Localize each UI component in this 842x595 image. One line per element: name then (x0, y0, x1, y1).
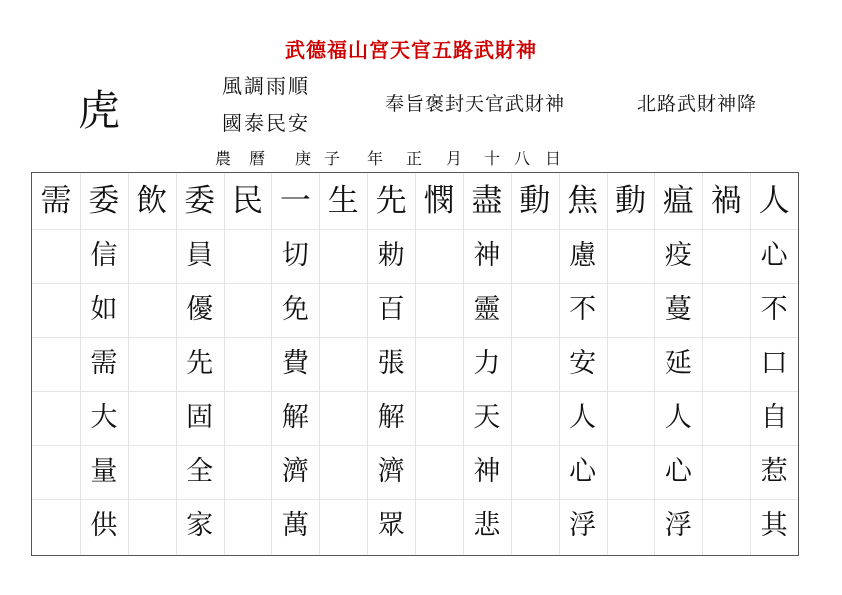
grid-char: 濟 (281, 456, 309, 487)
date-char: 日 (545, 149, 562, 168)
grid-char: 其 (760, 510, 788, 541)
grid-char: 費 (281, 348, 309, 379)
date-char: 農 (215, 149, 232, 168)
grid-char: 安 (569, 348, 597, 379)
grid-char: 如 (90, 294, 118, 325)
grid-char: 優 (186, 294, 214, 325)
column-head-char: 禍 (710, 183, 742, 219)
grid-char: 浮 (569, 510, 597, 541)
grid-char: 切 (281, 240, 309, 271)
grid-char: 需 (90, 348, 118, 379)
grid-char: 解 (377, 402, 405, 433)
grid-char: 心 (569, 456, 597, 487)
column-head-char: 動 (615, 183, 646, 219)
grid-char: 慮 (569, 240, 597, 271)
date-char: 曆 (249, 149, 266, 168)
imperial-decree-text: 奉旨褒封天官武財神 (385, 93, 566, 115)
grid-char: 不 (760, 294, 788, 325)
column-head-char: 動 (519, 183, 551, 219)
date-char: 庚 (295, 149, 312, 168)
grid-char: 人 (569, 402, 597, 433)
date-char: 正 (406, 149, 423, 168)
grid-char: 信 (90, 240, 118, 271)
grid-char: 勅 (377, 240, 405, 271)
grid-char: 濟 (377, 456, 405, 487)
grid-char: 心 (760, 240, 788, 271)
column-head-char: 盡 (471, 183, 503, 219)
date-char: 十 (484, 149, 501, 168)
grid-char: 蔓 (664, 294, 692, 325)
column-head-char: 委 (88, 183, 120, 219)
column-head-char: 需 (40, 183, 72, 219)
grid-char: 量 (90, 456, 118, 487)
grid-char: 疫 (664, 240, 692, 271)
grid-char: 惹 (760, 456, 788, 487)
grid-char: 張 (377, 348, 405, 379)
grid-char: 眾 (377, 510, 405, 541)
grid-char: 全 (186, 456, 214, 487)
column-head-char: 民 (232, 183, 263, 219)
grid-column-divider (607, 173, 608, 555)
grid-char: 神 (473, 456, 501, 487)
grid-char: 固 (186, 402, 214, 433)
oracle-text-grid (31, 172, 799, 556)
page-title: 武德福山宮天官五路武財神 (285, 38, 537, 62)
grid-column-divider (128, 173, 129, 555)
blessing-line-2: 國泰民安 (222, 111, 310, 135)
column-head-char: 一 (279, 183, 311, 219)
grid-column-divider (415, 173, 416, 555)
grid-char: 免 (281, 294, 309, 325)
grid-column-divider (224, 173, 225, 555)
zodiac-character: 虎 (78, 86, 121, 135)
grid-char: 先 (186, 348, 214, 379)
column-head-char: 先 (375, 183, 407, 219)
date-char: 八 (514, 149, 531, 168)
grid-char: 萬 (281, 510, 309, 541)
column-head-char: 人 (758, 183, 790, 219)
grid-char: 不 (569, 294, 597, 325)
deity-descent-text: 北路武財神降 (637, 93, 758, 115)
grid-char: 神 (473, 240, 501, 271)
grid-char: 百 (377, 294, 405, 325)
grid-char: 力 (473, 348, 501, 379)
grid-char: 供 (90, 510, 118, 541)
grid-char: 自 (760, 402, 788, 433)
column-head-char: 委 (184, 183, 216, 219)
blessing-line-1: 風調雨順 (222, 74, 310, 98)
grid-char: 口 (760, 348, 788, 379)
grid-char: 家 (186, 510, 214, 541)
grid-char: 天 (473, 402, 501, 433)
grid-char: 員 (186, 240, 214, 271)
grid-column-divider (702, 173, 703, 555)
grid-char: 延 (664, 348, 692, 379)
grid-char: 人 (664, 402, 692, 433)
date-char: 子 (324, 149, 341, 168)
grid-column-divider (319, 173, 320, 555)
grid-char: 心 (664, 456, 692, 487)
grid-char: 解 (281, 402, 309, 433)
grid-char: 浮 (664, 510, 692, 541)
column-head-char: 生 (327, 183, 359, 219)
column-head-char: 飲 (136, 183, 168, 219)
grid-char: 大 (90, 402, 118, 433)
column-head-char: 瘟 (662, 183, 694, 219)
date-char: 月 (446, 149, 463, 168)
date-char: 年 (367, 149, 384, 168)
grid-char: 悲 (473, 510, 501, 541)
lunar-date (0, 146, 842, 166)
grid-char: 靈 (473, 294, 501, 325)
column-head-char: 焦 (567, 183, 599, 219)
grid-column-divider (511, 173, 512, 555)
column-head-char: 憫 (423, 183, 455, 219)
